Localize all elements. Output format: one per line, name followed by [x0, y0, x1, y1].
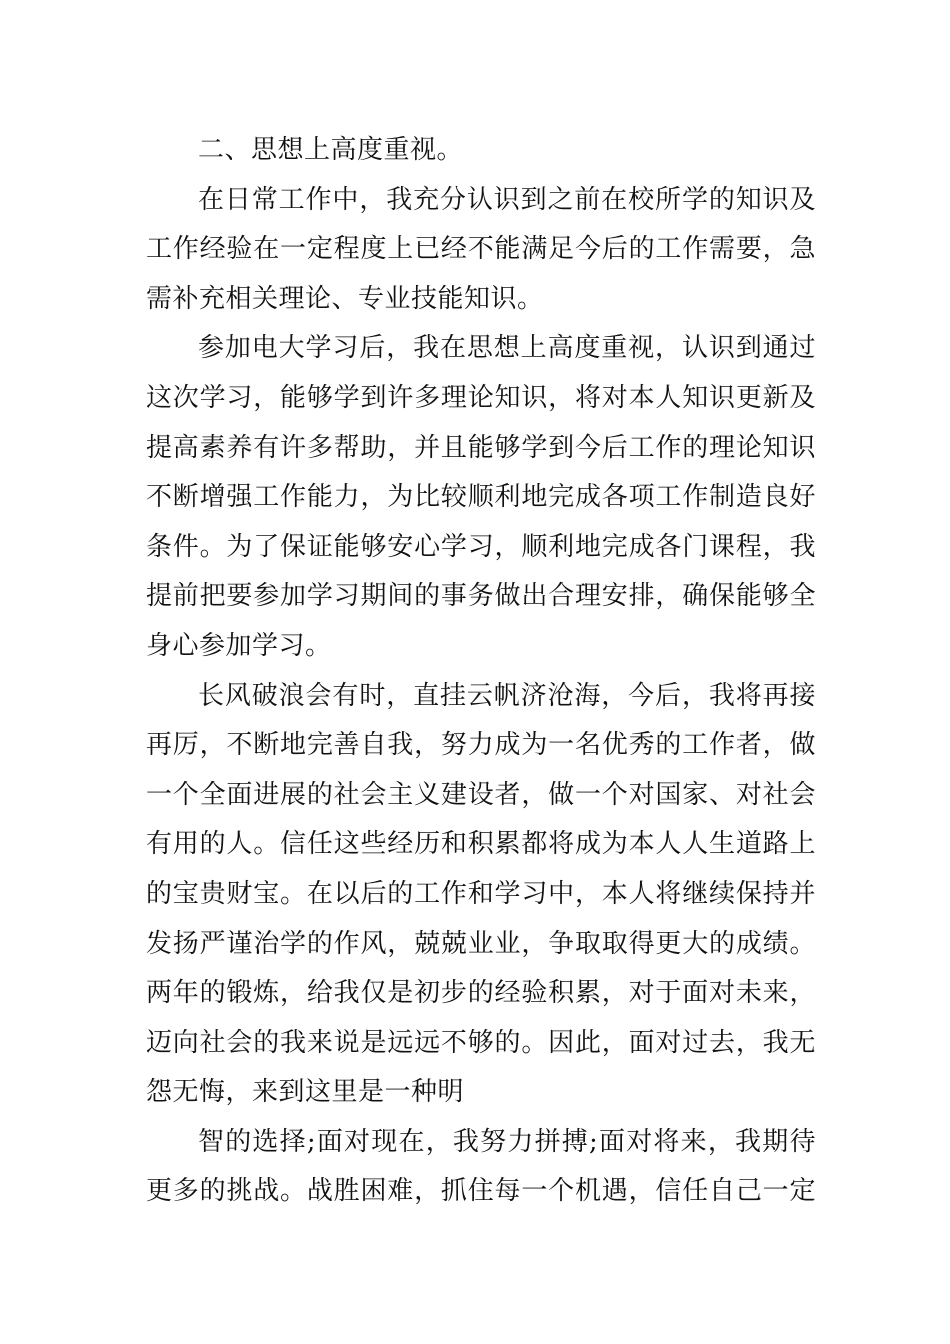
- text-line: 怨无悔，来到这里是一种明: [146, 1077, 465, 1108]
- text-line: 这次学习，能够学到许多理论知识，将对本人知识更新及: [146, 382, 816, 413]
- text-line: 需补充相关理论、专业技能知识。: [146, 283, 544, 314]
- text-line: 再厉，不断地完善自我，努力成为一名优秀的工作者，做: [146, 730, 816, 761]
- text-line: 参加电大学习后，我在思想上高度重视，认识到通过: [198, 333, 816, 364]
- text-line: 在日常工作中，我充分认识到之前在校所学的知识及: [198, 184, 816, 215]
- text-line: 的宝贵财宝。在以后的工作和学习中，本人将继续保持并: [146, 878, 816, 909]
- text-line: 智的选择;面对现在，我努力拼搏;面对将来，我期待: [198, 1126, 816, 1157]
- text-line: 条件。为了保证能够安心学习，顺利地完成各门课程，我: [146, 531, 816, 562]
- text-line: 更多的挑战。战胜困难，抓住每一个机遇，信任自己一定: [146, 1176, 816, 1207]
- text-line: 工作经验在一定程度上已经不能满足今后的工作需要，急: [146, 234, 816, 265]
- document-body: [146, 126, 816, 1217]
- text-line: 提高素养有许多帮助，并且能够学到今后工作的理论知识: [146, 432, 816, 463]
- text-line: 身心参加学习。: [146, 630, 332, 661]
- text-line: 两年的锻炼，给我仅是初步的经验积累，对于面对未来，: [146, 978, 816, 1009]
- text-line: 一个全面进展的社会主义建设者，做一个对国家、对社会: [146, 779, 816, 810]
- text-line: 有用的人。信任这些经历和积累都将成为本人人生道路上: [146, 829, 816, 860]
- text-line: 二、思想上高度重视。: [198, 135, 464, 165]
- text-line: 迈向社会的我来说是远远不够的。因此，面对过去，我无: [146, 1027, 816, 1058]
- text-line: 不断增强工作能力，为比较顺利地完成各项工作制造良好: [146, 482, 816, 513]
- text-line: 发扬严谨治学的作风，兢兢业业，争取取得更大的成绩。: [146, 928, 816, 959]
- text-line: 提前把要参加学习期间的事务做出合理安排，确保能够全: [146, 581, 816, 612]
- text-line: 长风破浪会有时，直挂云帆济沧海，今后，我将再接: [198, 680, 816, 711]
